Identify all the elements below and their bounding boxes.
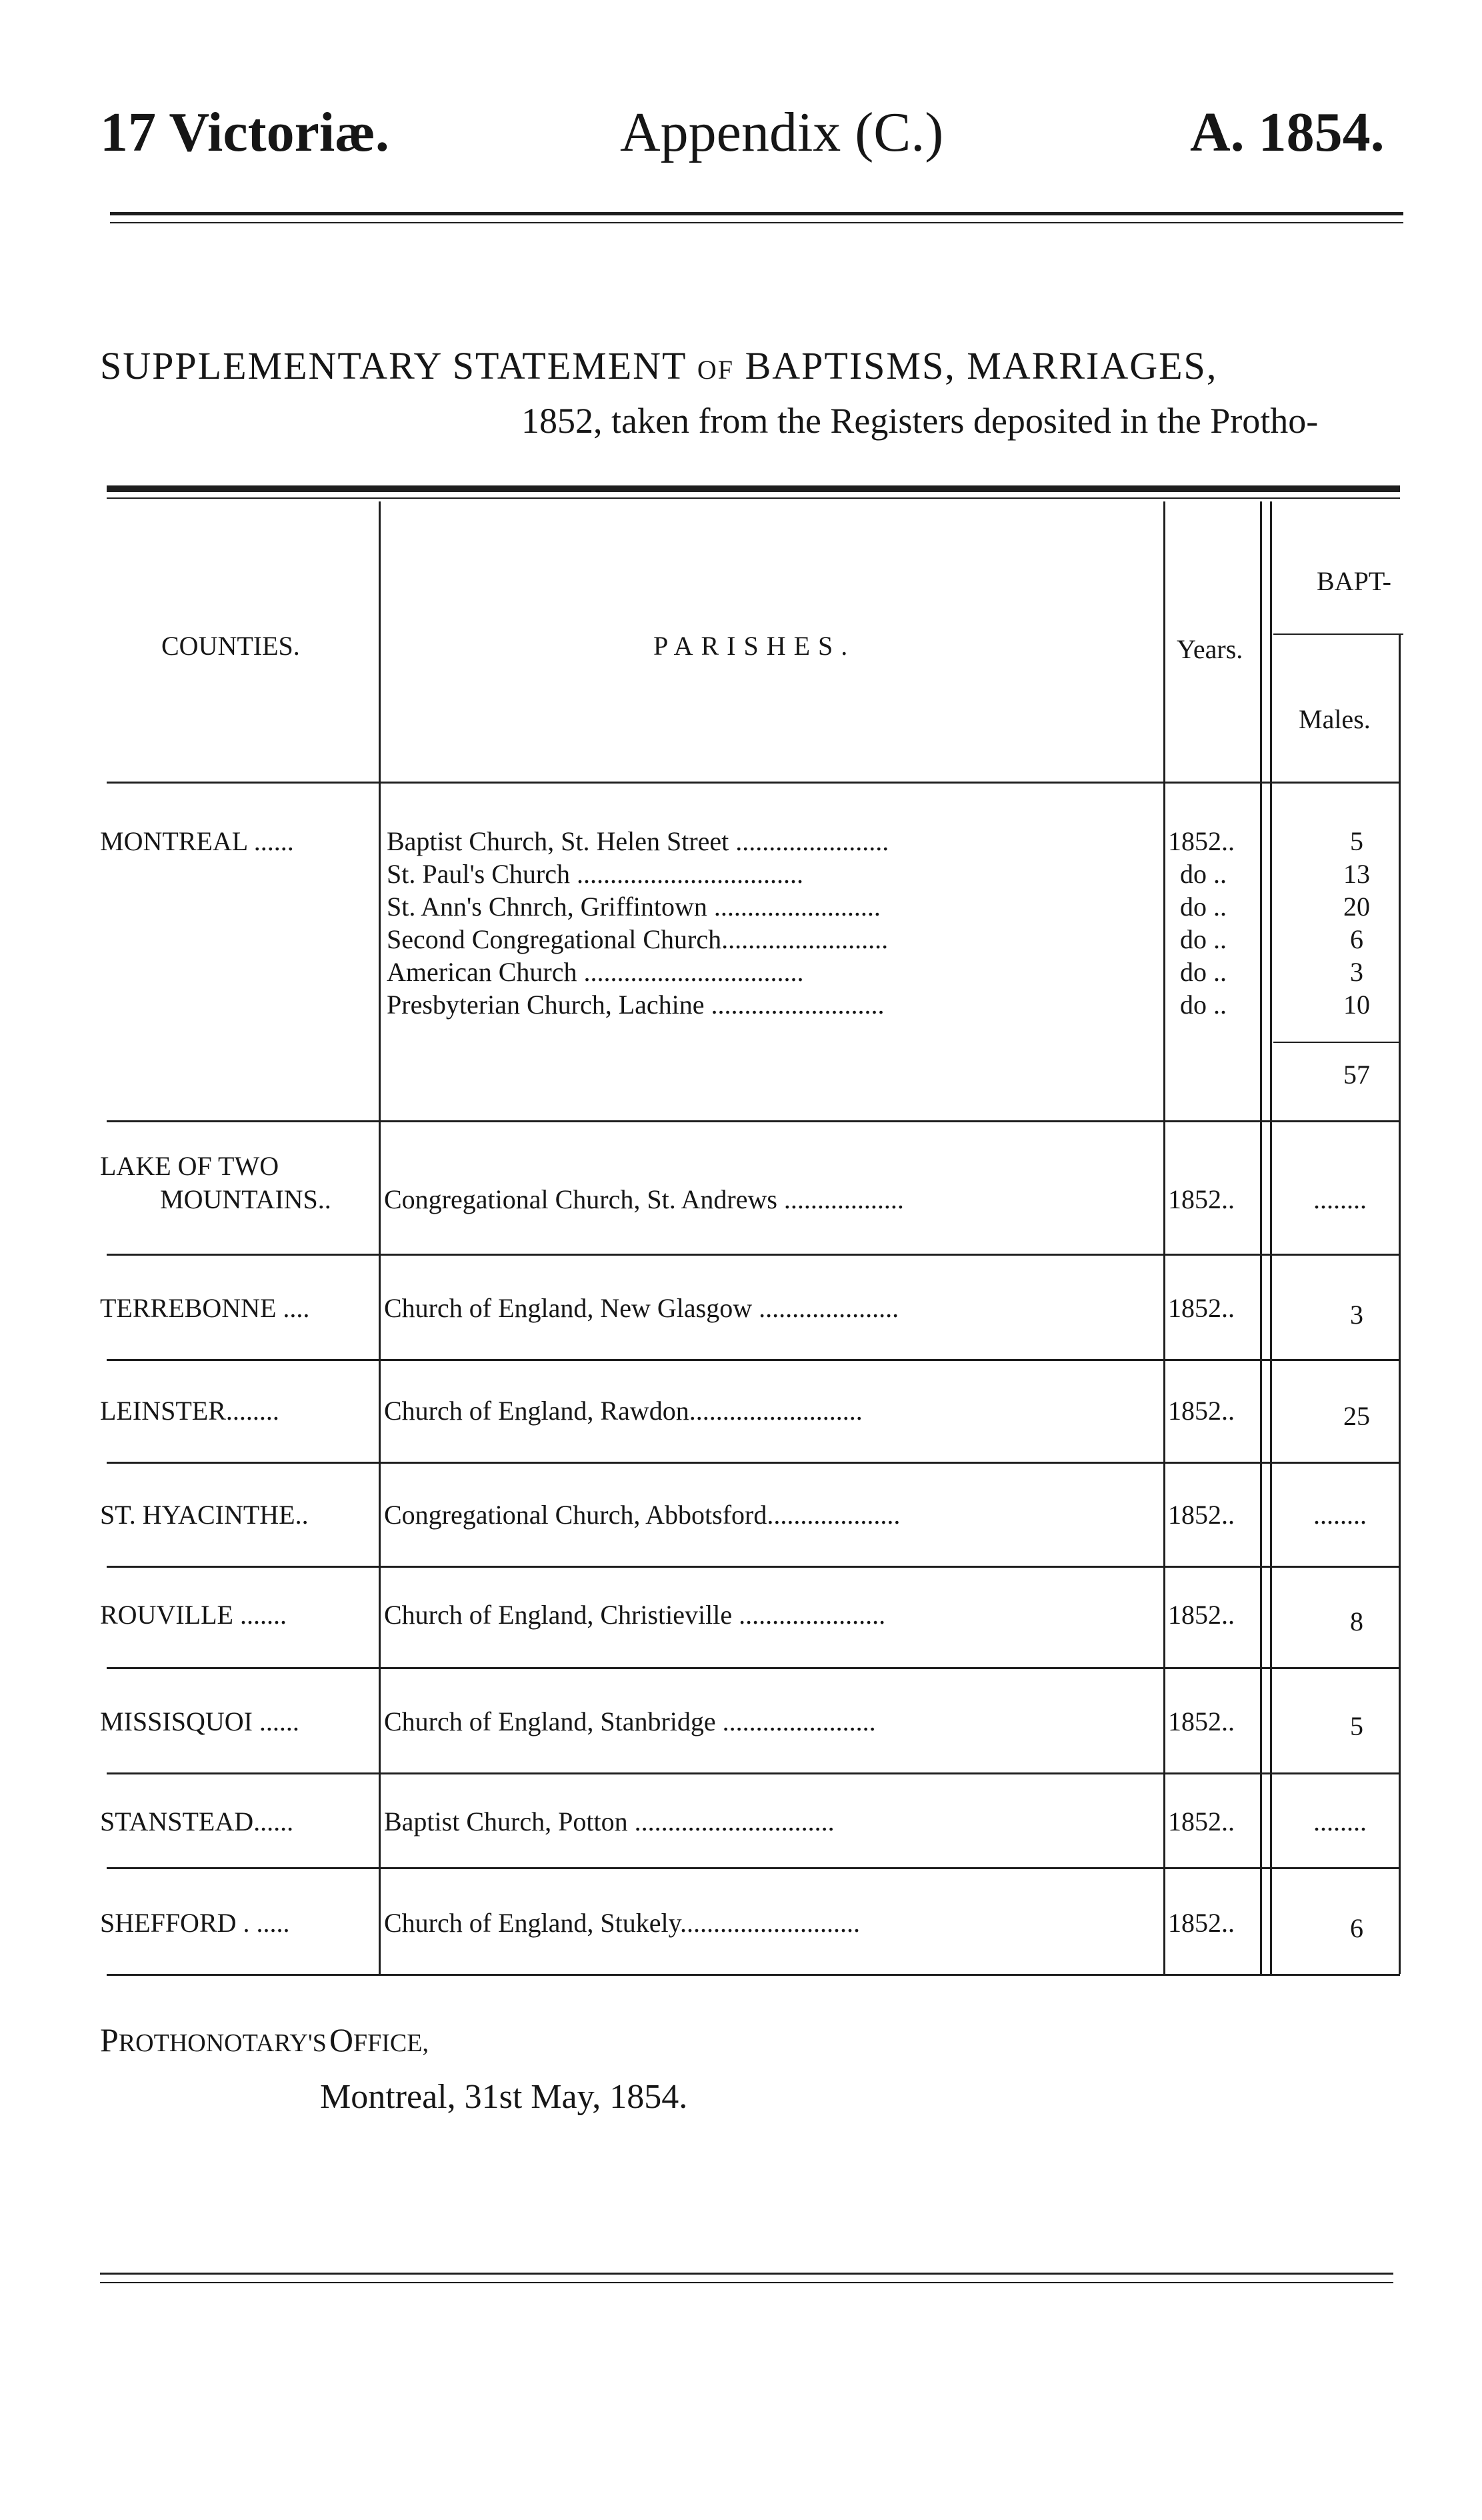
col-line-parishes [1163,501,1165,1974]
col-line-counties [379,501,381,1974]
parish-name: Congregational Church, Abbotsford.................... [384,1500,901,1530]
statement-subtitle: 1852, taken from the Registers deposited in the Protho- [521,401,1319,441]
parish-year: 1852.. [1168,1293,1235,1323]
office-word-2: FFICE, [353,2029,429,2057]
parish-males: 25 [1343,1401,1370,1431]
parish-males: 5 [1350,1711,1363,1741]
row-separator [107,1254,1400,1256]
baptisms-subheader-rule [1273,634,1403,635]
place-and-date: Montreal, 31st May, 1854. [320,2078,688,2116]
parish-name: Baptist Church, Potton .............................. [384,1806,835,1836]
parish-year: do .. [1180,990,1227,1020]
header-bottom-rule [107,782,1400,784]
parish-males: 20 [1343,892,1370,922]
parish-males: 13 [1343,859,1370,889]
parish-males: 5 [1350,826,1363,856]
parish-males: 10 [1343,990,1370,1020]
parish-year: 1852.. [1168,1600,1235,1630]
parish-name: Church of England, Stanbridge ....................... [384,1706,876,1736]
parish-males: 3 [1350,1300,1363,1330]
county-st-hyacinthe: ST. HYACINTHE.. [100,1500,309,1530]
parish-males: 6 [1350,1913,1363,1943]
table-rule-thick [107,485,1400,492]
title-part-b: BAPTISMS, MARRIAGES, [745,344,1218,387]
county-montreal: MONTREAL ...... [100,826,294,856]
parish-males: ........ [1313,1500,1367,1530]
table-rule-thin [107,497,1400,499]
parish-year: 1852.. [1168,1908,1235,1938]
column-header-males: Males. [1299,704,1371,734]
parish-year: do .. [1180,957,1227,987]
county-terrebonne: TERREBONNE .... [100,1293,310,1323]
montreal-total-rule [1273,1042,1400,1043]
office-heading [100,2021,429,2059]
parish-males: 3 [1350,957,1363,987]
row-separator [107,1359,1400,1361]
column-header-years: Years. [1177,634,1243,664]
row-separator [107,1772,1400,1774]
parish-year: 1852.. [1168,1806,1235,1836]
county-lake-of-two-line2: MOUNTAINS.. [160,1184,331,1214]
parish-name: Presbyterian Church, Lachine .......................... [387,990,885,1020]
parish-name: Baptist Church, St. Helen Street ....................... [387,826,889,856]
county-stanstead: STANSTEAD...... [100,1806,294,1836]
statement-title [100,343,1217,388]
parish-name: American Church ................................. [387,957,804,987]
title-of: OF [697,355,735,385]
parish-year: 1852.. [1168,1500,1235,1530]
office-initial-2: O [329,2021,353,2059]
footer-rule-top [100,2273,1393,2275]
office-initial: P [100,2021,119,2059]
parish-year: do .. [1180,924,1227,954]
county-rouville: ROUVILLE ....... [100,1600,287,1630]
parish-year: do .. [1180,859,1227,889]
parish-males: ........ [1313,1184,1367,1214]
montreal-total: 57 [1343,1060,1370,1090]
office-word: ROTHONOTARY'S [118,2029,327,2057]
parish-name: Church of England, New Glasgow ..................... [384,1293,899,1323]
parish-name: Church of England, Christieville ...................... [384,1600,886,1630]
parish-name: Church of England, Rawdon.......................... [384,1396,863,1426]
parish-name: St. Paul's Church .................................. [387,859,803,889]
header-rule-top [110,212,1403,215]
parish-males: ........ [1313,1806,1367,1836]
parish-males: 6 [1350,924,1363,954]
header-volume: 17 Victoriæ. [100,101,389,163]
parish-name: St. Ann's Chnrch, Griffintown ......................... [387,892,881,922]
column-header-parishes: PARISHES. [653,631,856,661]
header-rule-bottom [110,222,1403,223]
row-separator [107,1867,1400,1869]
parish-males: 8 [1350,1606,1363,1636]
parish-name: Church of England, Stukely........................... [384,1908,861,1938]
parish-year: do .. [1180,892,1227,922]
county-shefford: SHEFFORD . ..... [100,1908,290,1938]
county-missisquoi: MISSISQUOI ...... [100,1706,299,1736]
parish-name: Second Congregational Church......................... [387,924,889,954]
row-separator [107,1667,1400,1669]
header-year: A. 1854. [1190,101,1385,163]
parish-year: 1852.. [1168,1396,1235,1426]
column-header-baptisms: BAPT- [1317,566,1391,596]
footer-rule-bottom [100,2282,1393,2283]
row-separator [107,1462,1400,1464]
county-leinster: LEINSTER........ [100,1396,279,1426]
parish-name: Congregational Church, St. Andrews .................. [384,1184,904,1214]
row-separator [107,1566,1400,1568]
parish-year: 1852.. [1168,826,1235,856]
parish-year: 1852.. [1168,1706,1235,1736]
header-appendix: Appendix (C.) [620,101,944,163]
col-line-years-a [1260,501,1262,1974]
county-lake-of-two-line1: LAKE OF TWO [100,1151,279,1181]
title-part-a: SUPPLEMENTARY STATEMENT [100,344,687,387]
row-separator [107,1120,1400,1122]
column-header-counties: COUNTIES. [161,631,300,661]
table-bottom-rule [107,1974,1400,1976]
parish-year: 1852.. [1168,1184,1235,1214]
col-line-years-b [1270,501,1272,1974]
